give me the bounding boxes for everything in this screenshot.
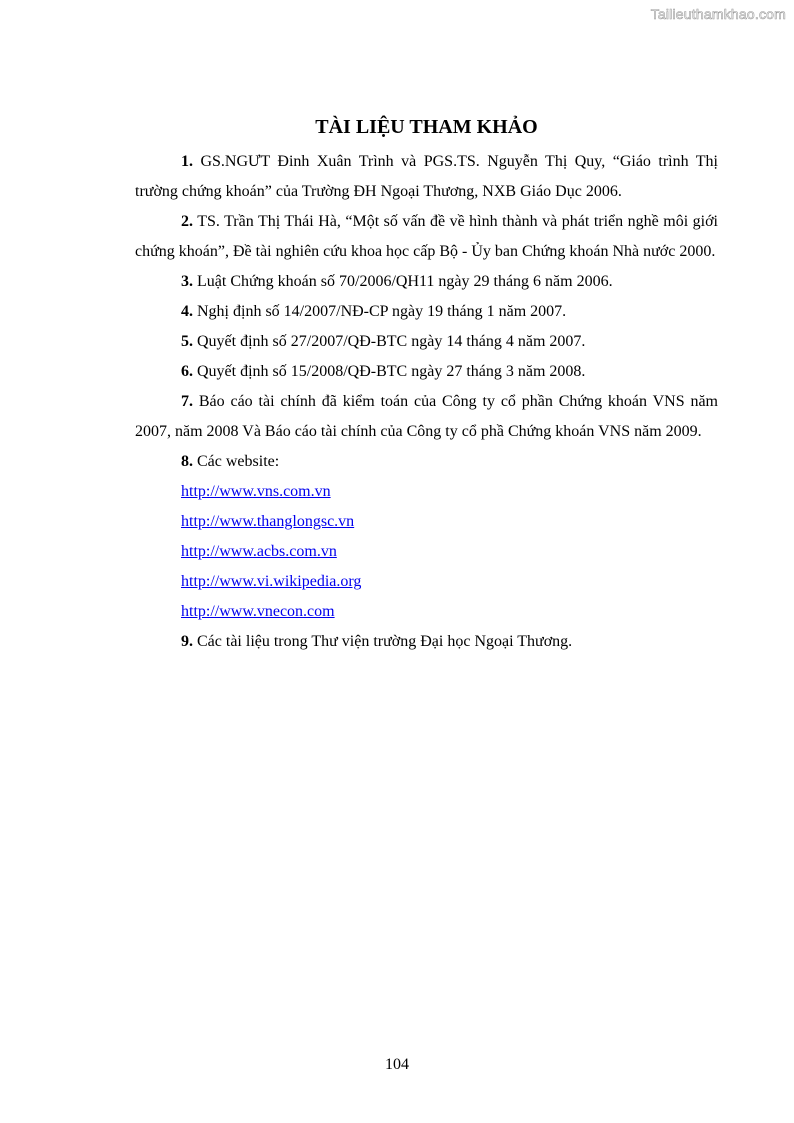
reference-number: 7. xyxy=(181,393,193,410)
reference-item-4 xyxy=(135,297,718,327)
website-link[interactable]: http://www.vns.com.vn xyxy=(181,483,331,500)
reference-number: 3. xyxy=(181,273,193,290)
page-title: TÀI LIỆU THAM KHẢO xyxy=(315,116,538,138)
reference-number: 9. xyxy=(181,633,193,650)
reference-text: TS. Trần Thị Thái Hà, “Một số vấn đề về hình thành và phát triển nghề môi giới chứng khoán”, Đề tài nghiên cứu khoa học cấp Bộ - Ủy ban Chứng khoán Nhà nước 2000. xyxy=(135,213,718,260)
website-link[interactable]: http://www.thanglongsc.vn xyxy=(181,513,355,530)
reference-number: 8. xyxy=(181,453,193,470)
reference-text: Các tài liệu trong Thư viện trường Đại học Ngoại Thương. xyxy=(193,633,573,650)
reference-text: Nghị định số 14/2007/NĐ-CP ngày 19 tháng 1 năm 2007. xyxy=(193,303,567,320)
website-item xyxy=(181,537,718,567)
reference-item-1 xyxy=(135,147,718,207)
reference-text: Các website: xyxy=(193,453,280,470)
reference-number: 1. xyxy=(181,153,193,170)
website-item xyxy=(181,477,718,507)
website-item xyxy=(181,567,718,597)
references-section xyxy=(135,112,718,657)
reference-text: GS.NGƯT Đinh Xuân Trình và PGS.TS. Nguyễn Thị Quy, “Giáo trình Thị trường chứng khoán” của Trường ĐH Ngoại Thương, NXB Giáo Dục 2006. xyxy=(135,153,718,200)
reference-item-8 xyxy=(135,447,718,477)
website-link[interactable]: http://www.acbs.com.vn xyxy=(181,543,337,560)
website-link[interactable]: http://www.vnecon.com xyxy=(181,603,335,620)
reference-item-2 xyxy=(135,207,718,267)
reference-number: 5. xyxy=(181,333,193,350)
watermark: Tailieuthamkhao.com xyxy=(650,6,786,22)
reference-number: 2. xyxy=(181,213,193,230)
reference-number: 4. xyxy=(181,303,193,320)
reference-item-9 xyxy=(135,627,718,657)
reference-text: Quyết định số 15/2008/QĐ-BTC ngày 27 tháng 3 năm 2008. xyxy=(193,363,586,380)
page-number: 104 xyxy=(385,1056,409,1073)
reference-item-7 xyxy=(135,387,718,447)
reference-text: Quyết định số 27/2007/QĐ-BTC ngày 14 tháng 4 năm 2007. xyxy=(193,333,586,350)
website-item xyxy=(181,507,718,537)
reference-number: 6. xyxy=(181,363,193,380)
reference-item-5 xyxy=(135,327,718,357)
reference-text: Luật Chứng khoán số 70/2006/QH11 ngày 29 tháng 6 năm 2006. xyxy=(193,273,613,290)
reference-item-3 xyxy=(135,267,718,297)
website-item xyxy=(181,597,718,627)
reference-item-6 xyxy=(135,357,718,387)
reference-text: Báo cáo tài chính đã kiểm toán của Công ty cổ phần Chứng khoán VNS năm 2007, năm 2008 Và Báo cáo tài chính của Công ty cổ phầ Chứng khoán VNS năm 2009. xyxy=(135,393,718,440)
website-link[interactable]: http://www.vi.wikipedia.org xyxy=(181,573,362,590)
